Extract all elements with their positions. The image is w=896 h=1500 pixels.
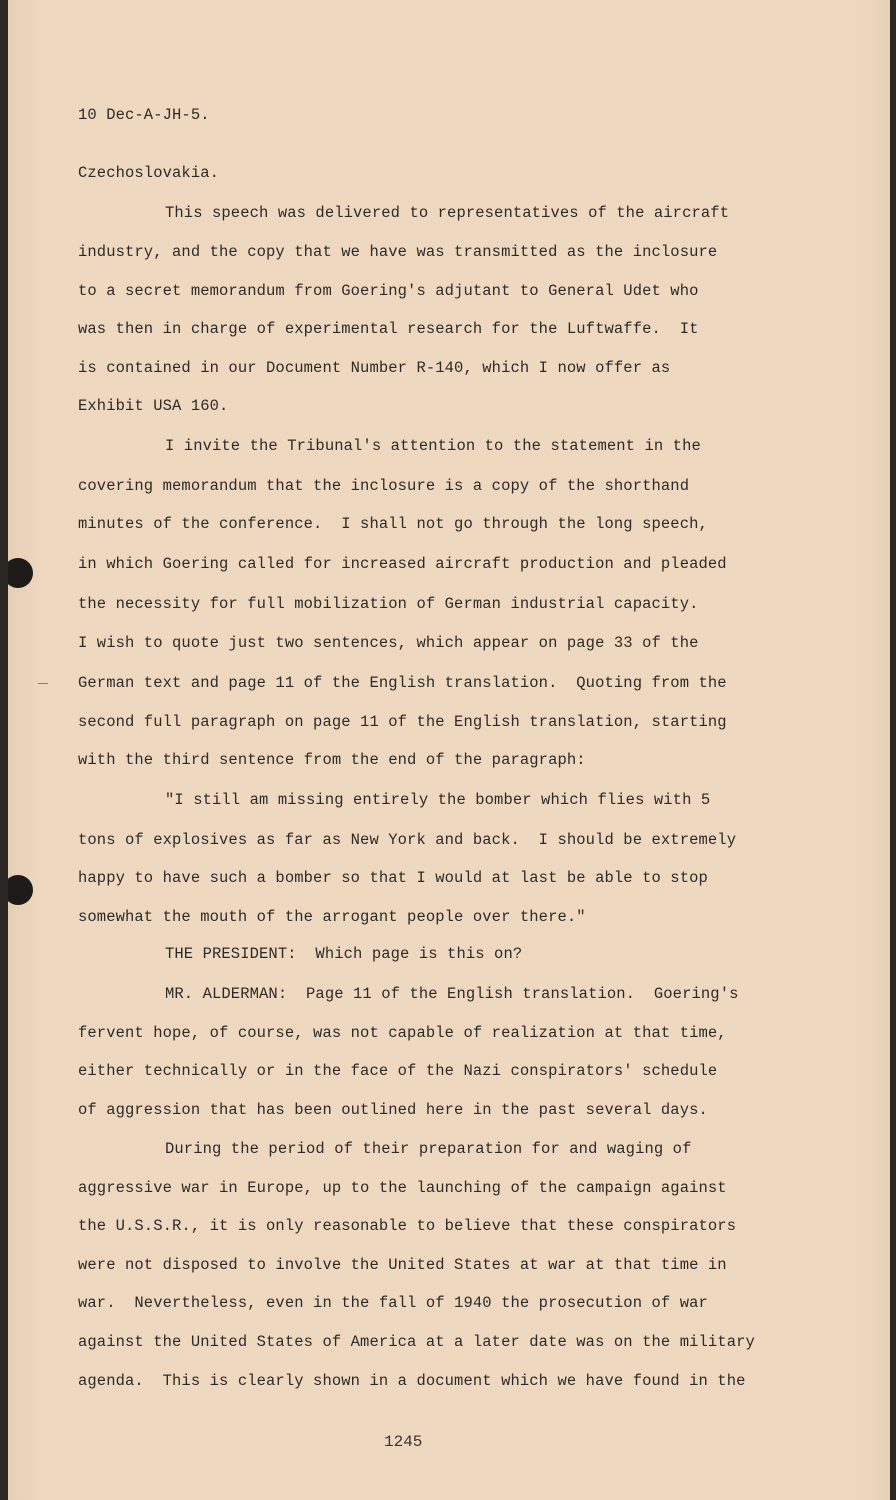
text-line: war. Nevertheless, even in the fall of 1940 the prosecution of war	[78, 1294, 708, 1312]
page-number: 1245	[384, 1433, 423, 1451]
document-header: 10 Dec-A-JH-5.	[78, 106, 210, 124]
text-line: was then in charge of experimental research for the Luftwaffe. It	[78, 320, 699, 338]
text-line: I invite the Tribunal's attention to the statement in the	[165, 437, 701, 455]
text-line: agenda. This is clearly shown in a document which we have found in the	[78, 1372, 746, 1390]
text-line: This speech was delivered to representatives of the aircraft	[165, 204, 730, 222]
text-line: second full paragraph on page 11 of the English translation, starting	[78, 713, 727, 731]
dialogue-line: THE PRESIDENT: Which page is this on?	[165, 945, 523, 963]
dialogue-line: MR. ALDERMAN: Page 11 of the English translation. Goering's	[165, 985, 739, 1003]
quote-line: "I still am missing entirely the bomber which flies with 5	[165, 791, 711, 809]
punch-hole-lower	[8, 875, 33, 905]
text-line: the necessity for full mobilization of German industrial capacity.	[78, 595, 699, 613]
document-page	[8, 0, 890, 1500]
text-line: covering memorandum that the inclosure is a copy of the shorthand	[78, 477, 690, 495]
text-line: minutes of the conference. I shall not go through the long speech,	[78, 515, 708, 533]
quote-line: tons of explosives as far as New York and back. I should be extremely	[78, 831, 737, 849]
text-line: the U.S.S.R., it is only reasonable to believe that these conspirators	[78, 1217, 737, 1235]
punch-hole-upper	[8, 558, 33, 588]
text-line: During the period of their preparation for and waging of	[165, 1140, 692, 1158]
text-line: fervent hope, of course, was not capable of realization at that time,	[78, 1024, 727, 1042]
text-line: Exhibit USA 160.	[78, 397, 229, 415]
text-line: against the United States of America at a later date was on the military	[78, 1333, 755, 1351]
text-line: to a secret memorandum from Goering's adjutant to General Udet who	[78, 282, 699, 300]
text-line: Czechoslovakia.	[78, 164, 220, 182]
quote-line: happy to have such a bomber so that I would at last be able to stop	[78, 869, 708, 887]
text-line: of aggression that has been outlined here in the past several days.	[78, 1101, 708, 1119]
text-line: were not disposed to involve the United States at war at that time in	[78, 1256, 727, 1274]
text-line: German text and page 11 of the English translation. Quoting from the	[78, 674, 727, 692]
quote-line: somewhat the mouth of the arrogant people over there."	[78, 908, 586, 926]
text-line: industry, and the copy that we have was transmitted as the inclosure	[78, 243, 718, 261]
text-line: is contained in our Document Number R-140, which I now offer as	[78, 359, 671, 377]
text-line: either technically or in the face of the Nazi conspirators' schedule	[78, 1062, 718, 1080]
text-line: in which Goering called for increased aircraft production and pleaded	[78, 555, 727, 573]
text-line: I wish to quote just two sentences, which appear on page 33 of the	[78, 634, 699, 652]
text-line: with the third sentence from the end of the paragraph:	[78, 751, 586, 769]
text-line: aggressive war in Europe, up to the launching of the campaign against	[78, 1179, 727, 1197]
margin-mark	[38, 683, 48, 684]
